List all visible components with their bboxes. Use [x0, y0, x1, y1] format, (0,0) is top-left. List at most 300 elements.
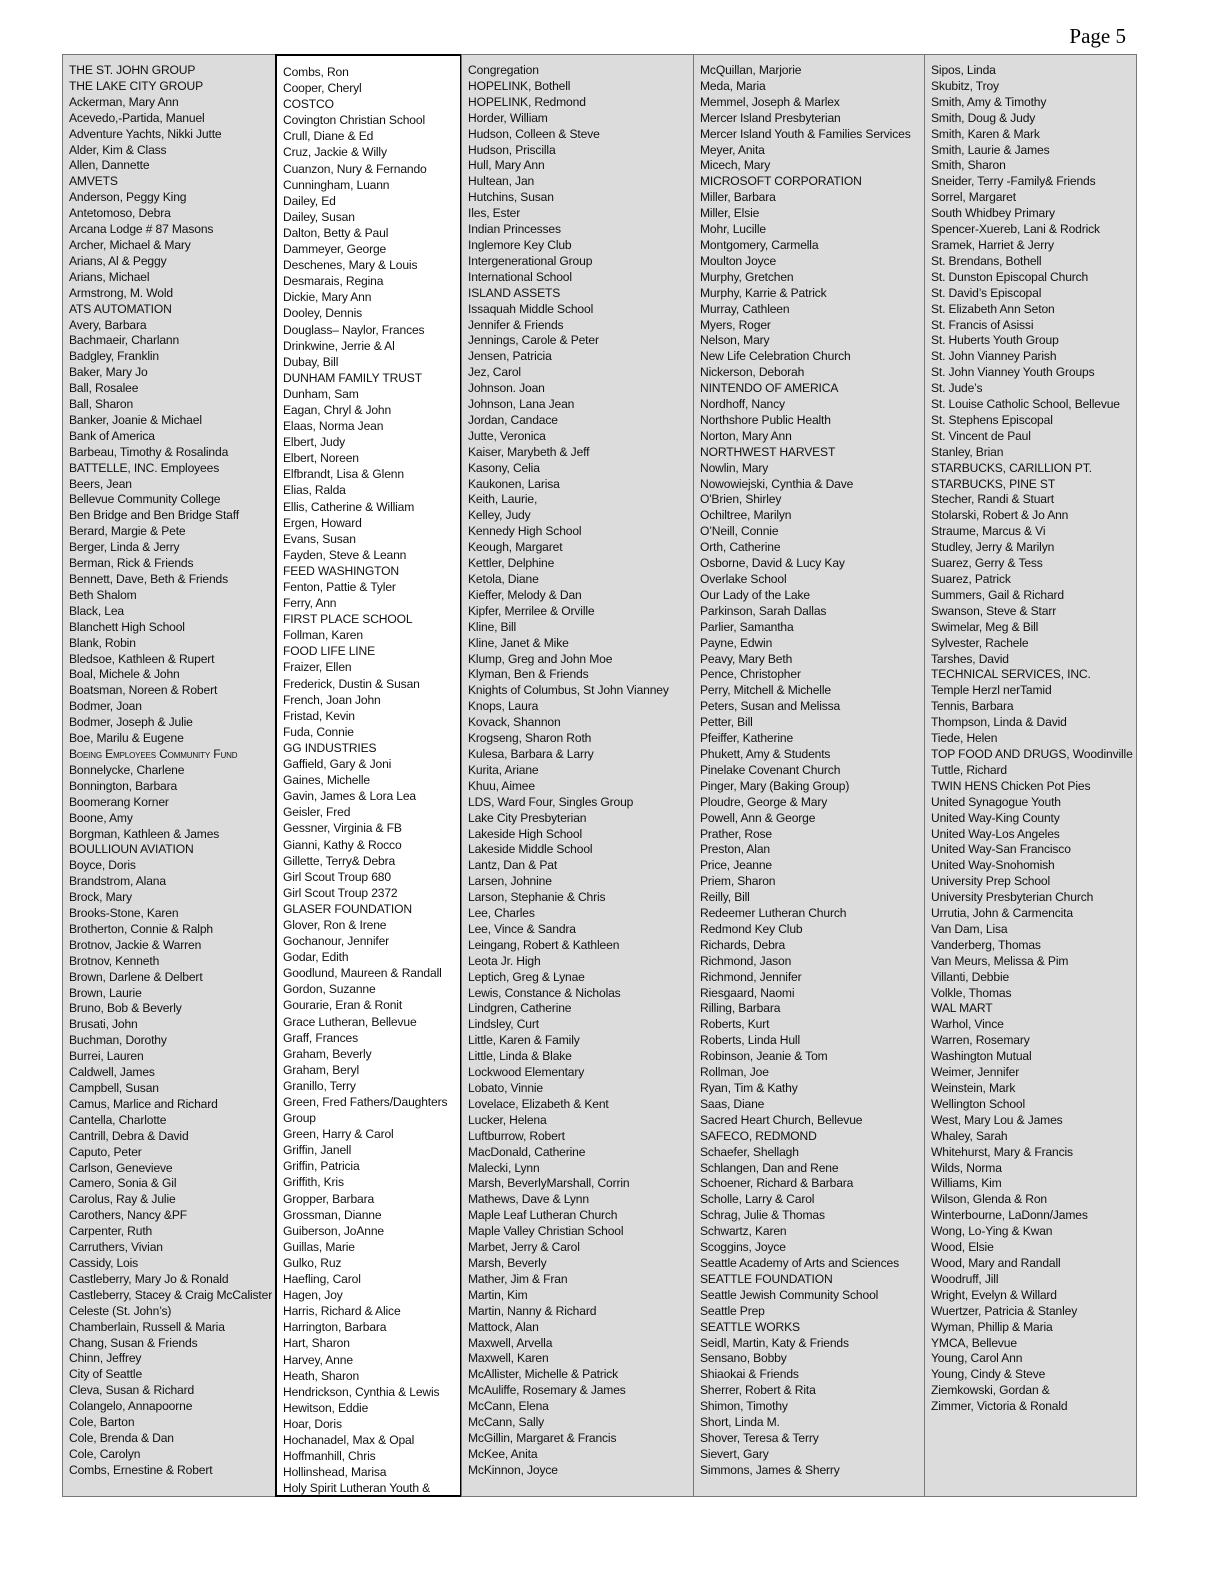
donor-entry: City of Seattle — [69, 1367, 143, 1382]
donor-entry: Hochanadel, Max & Opal — [283, 1432, 415, 1447]
donor-entry: Pfeiffer, Katherine — [700, 731, 794, 746]
donor-list-columns — [62, 54, 1141, 1497]
donor-entry: Knops, Laura — [468, 699, 539, 714]
donor-entry: Elias, Ralda — [283, 483, 346, 498]
donor-entry: Chang, Susan & Friends — [69, 1335, 198, 1350]
donor-entry: Johnson. Joan — [468, 381, 545, 396]
donor-entry: Nowowiejski, Cynthia & Dave — [700, 476, 854, 491]
donor-entry: Elaas, Norma Jean — [283, 419, 384, 434]
donor-entry: Zimmer, Victoria & Ronald — [931, 1399, 1068, 1414]
donor-entry: St. Francis of Asissi — [931, 317, 1034, 332]
donor-entry: Powell, Ann & George — [700, 810, 816, 825]
donor-entry: Issaquah Middle School — [468, 301, 594, 316]
donor-entry: Straume, Marcus & Vi — [931, 524, 1046, 539]
donor-entry: Nowlin, Mary — [700, 460, 769, 475]
donor-entry: Seattle Prep — [700, 1303, 765, 1318]
donor-entry: Wuertzer, Patricia & Stanley — [931, 1303, 1078, 1318]
donor-entry: Our Lady of the Lake — [700, 587, 810, 602]
donor-entry: Wong, Lo-Ying & Kwan — [931, 1224, 1053, 1239]
donor-entry: Heath, Sharon — [283, 1368, 360, 1383]
donor-entry: St. John Vianney Youth Groups — [931, 365, 1095, 380]
donor-entry: GLASER FOUNDATION — [283, 901, 412, 916]
donor-entry: St. David’s Episcopal — [931, 285, 1042, 300]
donor-entry: TECHNICAL SERVICES, INC. — [931, 667, 1091, 682]
donor-entry: Murphy, Karrie & Patrick — [700, 285, 827, 300]
donor-entry: Goodlund, Maureen & Randall — [283, 966, 442, 981]
donor-entry: Chamberlain, Russell & Maria — [69, 1319, 225, 1334]
donor-entry: Thompson, Linda & David — [931, 715, 1067, 730]
donor-entry: Tuttle, Richard — [931, 762, 1007, 777]
donor-entry: Arcana Lodge # 87 Masons — [69, 222, 214, 237]
donor-entry: Griffin, Janell — [283, 1143, 352, 1158]
donor-entry: Tennis, Barbara — [931, 699, 1014, 714]
donor-entry: Wyman, Phillip & Maria — [931, 1319, 1053, 1334]
donor-entry: Bonnelycke, Charlene — [69, 762, 185, 777]
donor-entry: Gessner, Virginia & FB — [283, 821, 402, 836]
donor-entry: Jez, Carol — [468, 365, 521, 380]
donor-entry: Riesgaard, Naomi — [700, 985, 795, 1000]
donor-entry: Shover, Teresa & Terry — [700, 1430, 819, 1445]
donor-entry: Ball, Sharon — [69, 397, 134, 412]
donor-entry: McCann, Elena — [468, 1399, 549, 1414]
donor-entry: Lucker, Helena — [468, 1112, 547, 1127]
donor-entry: Marsh, BeverlyMarshall, Corrin — [468, 1176, 630, 1191]
donor-entry: Schaefer, Shellagh — [700, 1144, 799, 1159]
donor-entry: Miller, Barbara — [700, 190, 776, 205]
donor-entry: Smith, Amy & Timothy — [931, 94, 1047, 109]
donor-entry: Guiberson, JoAnne — [283, 1223, 384, 1238]
donor-entry: Maxwell, Karen — [468, 1351, 549, 1366]
donor-entry: Richmond, Jason — [700, 953, 792, 968]
donor-entry: Gourarie, Eran & Ronit — [283, 998, 403, 1013]
donor-entry: Ryan, Tim & Kathy — [700, 1081, 798, 1095]
donor-entry: Ochiltree, Marilyn — [700, 508, 792, 523]
donor-entry: Douglass– Naylor, Frances — [283, 322, 425, 337]
donor-entry: West, Mary Lou & James — [931, 1112, 1063, 1127]
donor-entry: Peavy, Mary Beth — [700, 651, 793, 666]
donor-entry: Ergen, Howard — [283, 515, 362, 530]
donor-entry: Carolus, Ray & Julie — [69, 1192, 176, 1207]
donor-entry: Desmarais, Regina — [283, 274, 384, 289]
donor-entry: Bruno, Bob & Beverly — [69, 1001, 182, 1016]
donor-entry: Keough, Margaret — [468, 540, 563, 555]
donor-entry: Schoener, Richard & Barbara — [700, 1176, 854, 1191]
donor-entry: Saas, Diane — [700, 1096, 765, 1111]
donor-entry: Van Meurs, Melissa & Pim — [931, 953, 1069, 968]
donor-entry: Combs, Ernestine & Robert — [69, 1462, 213, 1477]
donor-entry: THE LAKE CITY GROUP — [69, 78, 204, 93]
donor-entry: Gordon, Suzanne — [283, 982, 376, 997]
donor-entry: Preston, Alan — [700, 842, 770, 857]
donor-entry: Combs, Ron — [283, 65, 349, 79]
donor-entry: Iles, Ester — [468, 206, 521, 221]
donor-entry: Vanderberg, Thomas — [931, 937, 1041, 952]
donor-entry: Whitehurst, Mary & Francis — [931, 1144, 1073, 1159]
donor-entry: Priem, Sharon — [700, 874, 776, 889]
donor-entry: Grace Lutheran, Bellevue — [283, 1014, 417, 1029]
donor-entry: Campbell, Susan — [69, 1081, 159, 1095]
donor-entry: Haefling, Carol — [283, 1272, 361, 1287]
donor-entry: Bank of America — [69, 428, 155, 443]
donor-entry: Evans, Susan — [283, 531, 356, 546]
donor-entry: Montgomery, Carmella — [700, 237, 819, 252]
donor-entry: AMVETS — [69, 174, 118, 189]
donor-entry: Jennings, Carole & Peter — [468, 333, 599, 348]
donor-entry: Gropper, Barbara — [283, 1191, 375, 1206]
donor-entry: New Life Celebration Church — [700, 349, 851, 364]
donor-entry: Van Dam, Lisa — [931, 921, 1008, 936]
donor-entry: Boone, Amy — [69, 810, 133, 825]
donor-entry: Rilling, Barbara — [700, 1001, 781, 1016]
donor-entry: Intergenerational Group — [468, 253, 593, 268]
donor-entry: Harrington, Barbara — [283, 1320, 387, 1335]
donor-entry: Girl Scout Troup 2372 — [283, 885, 398, 900]
donor-entry: Larsen, Johnine — [468, 874, 552, 889]
donor-entry: Cunningham, Luann — [283, 177, 390, 192]
donor-entry: Mercer Island Youth & Families Services — [700, 126, 911, 141]
donor-entry: Bellevue Community College — [69, 492, 221, 507]
donor-entry: Wellington School — [931, 1096, 1026, 1111]
donor-entry: Lindsley, Curt — [468, 1017, 539, 1032]
donor-entry: Miller, Elsie — [700, 206, 760, 221]
donor-entry: FOOD LIFE LINE — [283, 644, 375, 659]
donor-entry: Holy Spirit Lutheran Youth & — [283, 1481, 431, 1496]
donor-entry: Sievert, Gary — [700, 1446, 769, 1461]
donor-entry: Hendrickson, Cynthia & Lewis — [283, 1384, 440, 1399]
donor-entry: Gochanour, Jennifer — [283, 934, 390, 949]
donor-entry: Seattle Jewish Community School — [700, 1287, 879, 1302]
donor-entry: Leingang, Robert & Kathleen — [468, 937, 620, 952]
donor-entry: Lewis, Constance & Nicholas — [468, 985, 621, 1000]
donor-entry: Smith, Karen & Mark — [931, 126, 1040, 141]
donor-entry: Wilds, Norma — [931, 1160, 1002, 1175]
donor-entry: Kurita, Ariane — [468, 762, 539, 777]
donor-entry: Johnson, Lana Jean — [468, 397, 575, 412]
donor-entry: McQuillan, Marjorie — [700, 63, 802, 77]
donor-entry: Colangelo, Annapoorne — [69, 1399, 193, 1414]
donor-entry: Horder, William — [468, 110, 548, 125]
donor-entry: Lovelace, Elizabeth & Kent — [468, 1096, 609, 1111]
donor-entry: Buchman, Dorothy — [69, 1033, 167, 1048]
donor-entry: Schlangen, Dan and Rene — [700, 1160, 839, 1175]
donor-entry: Granillo, Terry — [283, 1078, 356, 1093]
donor-entry: Lakeside High School — [468, 826, 582, 841]
donor-entry: Harvey, Anne — [283, 1352, 353, 1367]
donor-entry: Maple Valley Christian School — [468, 1224, 624, 1239]
donor-entry: Brooks-Stone, Karen — [69, 906, 179, 921]
donor-entry: NINTENDO OF AMERICA — [700, 381, 839, 396]
donor-entry: Ziemkowski, Gordan & — [931, 1383, 1050, 1398]
donor-entry: Peters, Susan and Melissa — [700, 699, 841, 714]
donor-entry: Reilly, Bill — [700, 890, 750, 905]
donor-entry: Smith, Sharon — [931, 158, 1006, 173]
donor-entry: International School — [468, 269, 572, 284]
donor-entry: Anderson, Peggy King — [69, 190, 187, 205]
donor-entry: Lockwood Elementary — [468, 1065, 585, 1080]
donor-entry: Lakeside Middle School — [468, 842, 593, 857]
donor-entry: United Way-Snohomish — [931, 858, 1055, 873]
donor-entry: Scoggins, Joyce — [700, 1240, 786, 1255]
donor-entry: Borgman, Kathleen & James — [69, 826, 220, 841]
donor-entry: Bachmaeir, Charlann — [69, 333, 180, 348]
donor-column-3 — [461, 54, 694, 1497]
donor-entry: Sorrel, Margaret — [931, 190, 1016, 205]
donor-entry: Luftburrow, Robert — [468, 1128, 565, 1143]
donor-entry: Covington Christian School — [283, 113, 425, 128]
donor-entry: Sneider, Terry -Family& Friends — [931, 174, 1096, 189]
donor-entry: Kieffer, Melody & Dan — [468, 587, 582, 602]
donor-entry: Robinson, Jeanie & Tom — [700, 1049, 828, 1064]
donor-entry: United Way-San Francisco — [931, 842, 1071, 857]
donor-entry: Simmons, James & Sherry — [700, 1462, 840, 1477]
donor-entry: Avery, Barbara — [69, 317, 147, 332]
donor-entry: Cassidy, Lois — [69, 1255, 139, 1270]
donor-entry: Cantella, Charlotte — [69, 1112, 167, 1127]
donor-entry: Indian Princesses — [468, 222, 561, 237]
donor-entry: Petter, Bill — [700, 715, 753, 730]
donor-entry: Maple Leaf Lutheran Church — [468, 1208, 618, 1223]
donor-entry: Overlake School — [700, 572, 787, 586]
donor-entry: SAFECO, REDMOND — [700, 1128, 817, 1143]
donor-entry: Dooley, Dennis — [283, 306, 363, 321]
donor-entry: Weimer, Jennifer — [931, 1065, 1020, 1080]
donor-entry: O’Neill, Connie — [700, 524, 779, 539]
donor-column-5 — [924, 54, 1137, 1497]
donor-entry: SEATTLE FOUNDATION — [700, 1271, 833, 1286]
donor-entry: Parkinson, Sarah Dallas — [700, 603, 827, 618]
donor-entry: Sensano, Bobby — [700, 1351, 787, 1366]
donor-entry: Kelley, Judy — [468, 508, 531, 523]
donor-entry: Graff, Frances — [283, 1030, 358, 1045]
donor-entry: Skubitz, Troy — [931, 78, 999, 93]
donor-entry: Cuanzon, Nury & Fernando — [283, 161, 427, 176]
donor-entry: St. Elizabeth Ann Seton — [931, 301, 1055, 316]
donor-entry: Orth, Catherine — [700, 540, 781, 555]
donor-entry: Elbert, Noreen — [283, 451, 359, 466]
donor-entry: Price, Jeanne — [700, 858, 773, 873]
donor-entry: St. Vincent de Paul — [931, 428, 1031, 443]
donor-entry: Ackerman, Mary Ann — [69, 94, 179, 109]
donor-entry: Wood, Mary and Randall — [931, 1255, 1061, 1270]
donor-entry: Suarez, Patrick — [931, 572, 1011, 586]
donor-entry: Malecki, Lynn — [468, 1160, 540, 1175]
donor-entry: Castleberry, Mary Jo & Ronald — [69, 1271, 229, 1286]
donor-entry: Lee, Charles — [468, 906, 535, 921]
donor-entry: Mather, Jim & Fran — [468, 1271, 568, 1286]
donor-entry: Boomerang Korner — [69, 794, 169, 809]
donor-entry: Baker, Mary Jo — [69, 365, 148, 380]
donor-entry: Hewitson, Eddie — [283, 1400, 369, 1415]
donor-entry: Khuu, Aimee — [468, 778, 535, 793]
donor-entry: Caputo, Peter — [69, 1144, 142, 1159]
donor-entry: Smith, Laurie & James — [931, 142, 1050, 157]
donor-entry: O'Brien, Shirley — [700, 492, 782, 507]
donor-entry: Young, Carol Ann — [931, 1351, 1023, 1366]
donor-entry: United Synagogue Youth — [931, 794, 1061, 809]
donor-entry: Hudson, Priscilla — [468, 142, 556, 157]
donor-entry: Fristad, Kevin — [283, 708, 355, 723]
donor-entry: Lindgren, Catherine — [468, 1001, 572, 1016]
donor-entry: Richards, Debra — [700, 937, 786, 952]
donor-entry: Payne, Edwin — [700, 635, 773, 650]
donor-entry: Murray, Cathleen — [700, 301, 790, 316]
donor-entry: Martin, Kim — [468, 1287, 528, 1302]
donor-entry: Perry, Mitchell & Michelle — [700, 683, 831, 698]
donor-entry: NORTHWEST HARVEST — [700, 444, 836, 459]
donor-entry: Leptich, Greg & Lynae — [468, 969, 585, 984]
donor-entry: Mathews, Dave & Lynn — [468, 1192, 589, 1207]
donor-entry: Jutte, Veronica — [468, 428, 546, 443]
donor-entry: Hull, Mary Ann — [468, 158, 545, 173]
donor-entry: Seidl, Martin, Katy & Friends — [700, 1335, 849, 1350]
donor-entry: Temple Herzl nerTamid — [931, 683, 1052, 698]
donor-entry: Smith, Doug & Judy — [931, 110, 1036, 125]
donor-entry: Dailey, Susan — [283, 209, 355, 224]
donor-entry: United Way-Los Angeles — [931, 826, 1060, 841]
donor-entry: Washington Mutual — [931, 1049, 1032, 1064]
donor-entry: Kline, Bill — [468, 619, 517, 634]
donor-entry: Carpenter, Ruth — [69, 1224, 153, 1239]
donor-entry: Cole, Carolyn — [69, 1446, 141, 1461]
donor-entry: Winterbourne, LaDonn/James — [931, 1208, 1088, 1223]
donor-entry: BOULLIOUN AVIATION — [69, 842, 194, 857]
donor-entry: Murphy, Gretchen — [700, 269, 794, 284]
donor-entry: Crull, Diane & Ed — [283, 129, 374, 144]
donor-entry: ATS AUTOMATION — [69, 301, 172, 316]
donor-entry: Sylvester, Rachele — [931, 635, 1029, 650]
donor-entry: Blank, Robin — [69, 635, 136, 650]
donor-entry: Sacred Heart Church, Bellevue — [700, 1112, 863, 1127]
donor-entry: Cantrill, Debra & David — [69, 1128, 189, 1143]
donor-entry: Warren, Rosemary — [931, 1033, 1030, 1048]
donor-entry: Bennett, Dave, Beth & Friends — [69, 572, 229, 586]
donor-entry: Alder, Kim & Class — [69, 142, 167, 157]
donor-entry: Beth Shalom — [69, 587, 137, 602]
donor-entry: Hutchins, Susan — [468, 190, 554, 205]
donor-entry: Wilson, Glenda & Ron — [931, 1192, 1047, 1207]
donor-entry: Boyce, Doris — [69, 858, 136, 873]
donor-entry: Hagen, Joy — [283, 1288, 343, 1303]
donor-entry: Allen, Dannette — [69, 158, 150, 173]
donor-entry: Tarshes, David — [931, 651, 1009, 666]
donor-entry: Osborne, David & Lucy Kay — [700, 556, 845, 571]
donor-entry: South Whidbey Primary — [931, 206, 1055, 221]
donor-entry: BATTELLE, INC. Employees — [69, 460, 220, 475]
donor-entry: Blanchett High School — [69, 619, 185, 634]
donor-entry: Congregation — [468, 63, 539, 77]
donor-entry: GG INDUSTRIES — [283, 740, 377, 755]
donor-entry: Acevedo,-Partida, Manuel — [69, 110, 205, 125]
donor-entry: Kaukonen, Larisa — [468, 476, 560, 491]
donor-entry: Kipfer, Merrilee & Orville — [468, 603, 595, 618]
donor-entry: Gaines, Michelle — [283, 773, 370, 788]
donor-entry: ISLAND ASSETS — [468, 285, 561, 300]
donor-entry: Banker, Joanie & Michael — [69, 412, 202, 427]
donor-entry: Kennedy High School — [468, 524, 582, 539]
donor-entry: Villanti, Debbie — [931, 969, 1010, 984]
donor-entry: Jensen, Patricia — [468, 349, 552, 364]
donor-entry: Pinelake Covenant Church — [700, 762, 841, 777]
donor-entry: Hudson, Colleen & Steve — [468, 126, 600, 141]
page-number: Page 5 — [1069, 24, 1126, 48]
donor-entry: Hoffmanhill, Chris — [283, 1449, 376, 1464]
donor-entry: TWIN HENS Chicken Pot Pies — [931, 778, 1091, 793]
donor-entry: Beers, Jean — [69, 476, 132, 491]
donor-entry: Brusati, John — [69, 1017, 138, 1032]
donor-entry: Dalton, Betty & Paul — [283, 225, 389, 240]
donor-entry: Klyman, Ben & Friends — [468, 667, 589, 682]
donor-entry: McKinnon, Joyce — [468, 1462, 558, 1477]
donor-column-4 — [693, 54, 925, 1497]
donor-entry: McAllister, Michelle & Patrick — [468, 1367, 619, 1382]
donor-entry: Warhol, Vince — [931, 1017, 1004, 1032]
donor-entry: Green, Harry & Carol — [283, 1127, 394, 1142]
donor-entry: Brotherton, Connie & Ralph — [69, 921, 214, 936]
donor-entry: Summers, Gail & Richard — [931, 587, 1064, 602]
donor-entry: Caldwell, James — [69, 1065, 155, 1080]
donor-entry: Antetomoso, Debra — [69, 206, 171, 221]
donor-entry: Stecher, Randi & Stuart — [931, 492, 1054, 507]
donor-entry: Swimelar, Meg & Bill — [931, 619, 1039, 634]
donor-entry: Black, Lea — [69, 603, 124, 618]
donor-entry: Weinstein, Mark — [931, 1081, 1016, 1095]
donor-entry: McCann, Sally — [468, 1415, 545, 1430]
donor-entry: Archer, Michael & Mary — [69, 237, 191, 252]
donor-entry: Glover, Ron & Irene — [283, 917, 387, 932]
donor-entry: Arians, Michael — [69, 269, 150, 284]
donor-entry: Richmond, Jennifer — [700, 969, 802, 984]
donor-column-1 — [62, 54, 276, 1497]
donor-entry: Seattle Academy of Arts and Sciences — [700, 1255, 899, 1270]
donor-entry: Urrutia, John & Carmencita — [931, 906, 1073, 921]
donor-entry: Cooper, Cheryl — [283, 81, 362, 96]
donor-entry: Mattock, Alan — [468, 1319, 539, 1334]
donor-entry: Pinger, Mary (Baking Group) — [700, 778, 850, 793]
donor-entry: Marsh, Beverly — [468, 1255, 547, 1270]
donor-entry: Hart, Sharon — [283, 1336, 350, 1351]
donor-entry: Gillette, Terry& Debra — [283, 853, 396, 868]
donor-entry: Carlson, Genevieve — [69, 1160, 173, 1175]
donor-entry: Badgley, Franklin — [69, 349, 159, 364]
donor-entry: Dammeyer, George — [283, 242, 387, 257]
donor-entry: Dailey, Ed — [283, 193, 336, 208]
donor-entry: Meyer, Anita — [700, 142, 765, 157]
donor-entry: McKee, Anita — [468, 1446, 538, 1461]
donor-column-2 — [275, 54, 462, 1497]
donor-entry: Roberts, Kurt — [700, 1017, 770, 1032]
donor-entry: Boeing Employees Community Fund — [69, 746, 238, 761]
donor-entry: Rollman, Joe — [700, 1065, 769, 1080]
donor-entry: Brown, Darlene & Delbert — [69, 969, 203, 984]
donor-entry: Maxwell, Arvella — [468, 1335, 553, 1350]
donor-entry: Mohr, Lucille — [700, 222, 766, 237]
donor-entry: Brock, Mary — [69, 890, 132, 905]
donor-entry: LDS, Ward Four, Singles Group — [468, 794, 634, 809]
donor-entry: Kulesa, Barbara & Larry — [468, 746, 594, 761]
donor-entry: Shiaokai & Friends — [700, 1367, 799, 1382]
donor-entry: Lake City Presbyterian — [468, 810, 587, 825]
donor-entry: MICROSOFT CORPORATION — [700, 174, 862, 189]
donor-entry: McAuliffe, Rosemary & James — [468, 1383, 626, 1398]
donor-entry: Myers, Roger — [700, 317, 771, 332]
donor-entry: Boal, Michele & John — [69, 667, 180, 682]
donor-entry: University Prep School — [931, 874, 1051, 889]
donor-entry: Woodruff, Jill — [931, 1271, 999, 1286]
donor-entry: Schrag, Julie & Thomas — [700, 1208, 825, 1223]
donor-entry: FIRST PLACE SCHOOL — [283, 612, 413, 627]
donor-entry: Gaffield, Gary & Joni — [283, 757, 392, 772]
donor-entry: Jordan, Candace — [468, 412, 558, 427]
